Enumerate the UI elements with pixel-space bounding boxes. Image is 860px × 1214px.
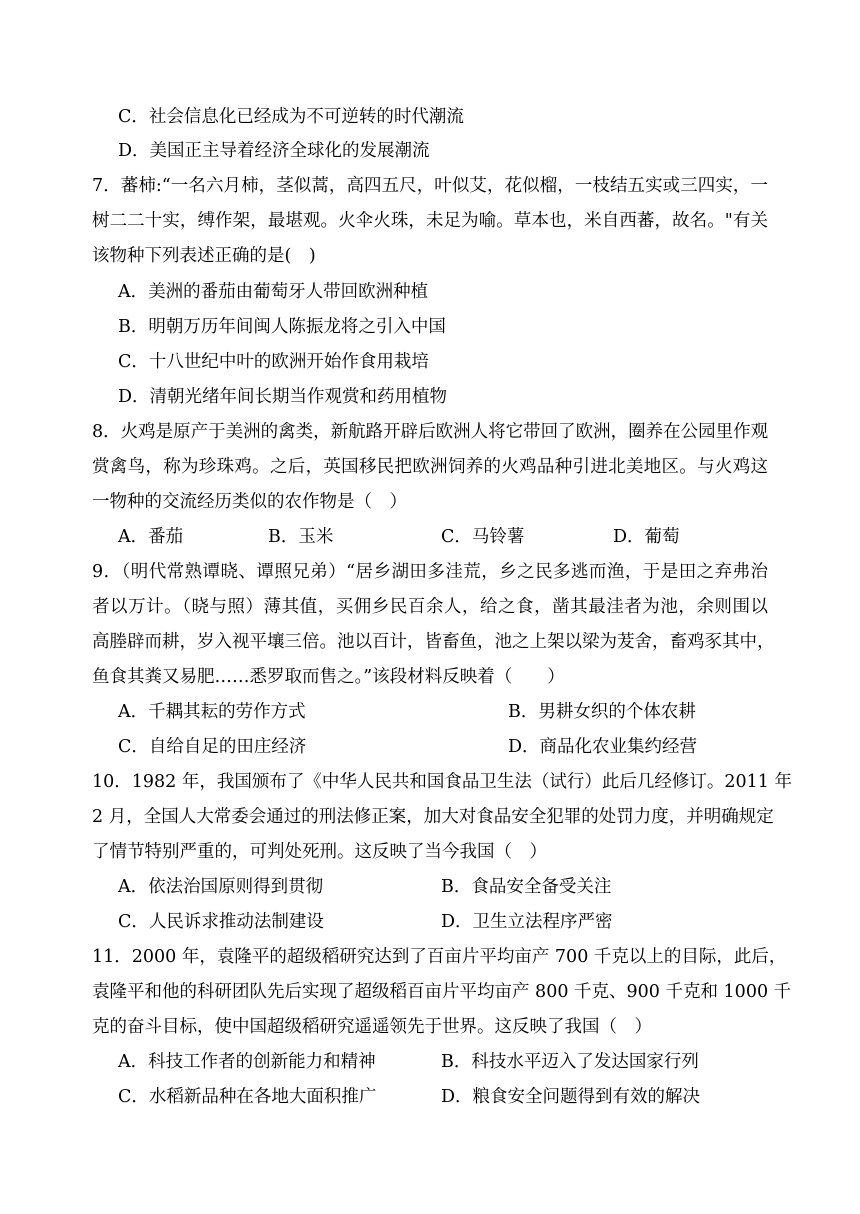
q7-stem-line-3: 该物种下列表述正确的是( ): [92, 246, 316, 266]
q7-stem-line-2: 树二二十实，缚作架，最堪观。火伞火珠，未足为喻。草本也，米自西蕃，故名。"有关: [92, 211, 768, 231]
q11-stem-line-2: 袁隆平和他的科研团队先后实现了超级稻百亩片平均亩产 800 千克、900 千克和 1000 千: [92, 982, 792, 1002]
q10-option-c: C．人民诉求推动法制建设: [118, 912, 324, 932]
q11-stem-line-3: 克的奋斗目标，使中国超级稻研究遥遥领先于世界。这反映了我国（ ）: [92, 1017, 652, 1037]
q11-option-d: D．粮食安全问题得到有效的解决: [441, 1087, 701, 1107]
q11-option-c: C．水稻新品种在各地大面积推广: [118, 1087, 377, 1107]
q10-stem-line-1: 10．1982 年，我国颁布了《中华人民共和国食品卫生法（试行）此后几经修订。2011 年: [92, 772, 792, 792]
q9-stem-line-1: 9．（明代常熟谭晓、谭照兄弟）“居乡湖田多洼荒，乡之民多逃而渔，于是田之弃弗治: [92, 562, 768, 582]
q10-option-b: B．食品安全备受关注: [441, 877, 612, 897]
q7-stem-line-1: 7．蕃柿:“一名六月柿，茎似蒿，高四五尺，叶似艾，花似榴，一枝结五实或三四实，一: [92, 176, 768, 196]
q7-option-a: A．美洲的番茄由葡萄牙人带回欧洲种植: [118, 282, 429, 302]
q7-option-d: D．清朝光绪年间长期当作观赏和药用植物: [118, 387, 448, 407]
q6-option-c: C．社会信息化已经成为不可逆转的时代潮流: [118, 107, 464, 127]
q8-option-c: C．马铃薯: [441, 527, 525, 547]
q9-option-a: A．千耦其耘的劳作方式: [118, 702, 306, 722]
q8-stem-line-1: 8．火鸡是原产于美洲的禽类，新航路开辟后欧洲人将它带回了欧洲，圈养在公园里作观: [92, 422, 769, 442]
q10-stem-line-2: 2 月，全国人大常委会通过的刑法修正案，加大对食品安全犯罪的处罚力度，并明确规定: [92, 807, 774, 827]
q7-option-b: B．明朝万历年间闽人陈振龙将之引入中国: [118, 317, 446, 337]
q10-option-a: A．依法治国原则得到贯彻: [118, 877, 324, 897]
q9-stem-line-4: 鱼食其粪又易肥……悉罗取而售之。”该段材料反映着（ ）: [92, 667, 565, 687]
q9-option-b: B．男耕女织的个体农耕: [508, 702, 696, 722]
q10-option-d: D．卫生立法程序严密: [441, 912, 613, 932]
q9-option-d: D．商品化农业集约经营: [508, 737, 698, 757]
q11-option-b: B．科技水平迈入了发达国家行列: [441, 1052, 699, 1072]
q8-option-a: A．番茄: [118, 527, 184, 547]
q9-stem-line-2: 者以万计。（晓与照）薄其值，买佣乡民百余人，给之食，凿其最洼者为池，余则围以: [92, 597, 768, 617]
q9-option-c: C．自给自足的田庄经济: [118, 737, 307, 757]
q11-stem-line-1: 11．2000 年，袁隆平的超级稻研究达到了百亩片平均亩产 700 千克以上的目际，此后，: [92, 947, 787, 967]
q8-stem-line-3: 一物种的交流经历类似的农作物是（ ）: [92, 492, 407, 512]
q6-option-d: D．美国正主导着经济全球化的发展潮流: [118, 141, 430, 161]
q8-option-d: D．葡萄: [613, 527, 680, 547]
q8-option-b: B．玉米: [268, 527, 334, 547]
q7-option-c: C．十八世纪中叶的欧洲开始作食用栽培: [118, 352, 429, 372]
q11-option-a: A．科技工作者的创新能力和精神: [118, 1052, 376, 1072]
q10-stem-line-3: 了情节特别严重的，可判处死刑。这反映了当今我国（ ）: [92, 842, 547, 862]
q8-stem-line-2: 赏禽鸟，称为珍珠鸡。之后，英国移民把欧洲饲养的火鸡品种引进北美地区。与火鸡这: [92, 457, 768, 477]
q9-stem-line-3: 高塍辟而耕，岁入视平壤三倍。池以百计，皆畜鱼，池之上架以梁为茇舍，畜鸡豕其中，: [92, 632, 775, 652]
